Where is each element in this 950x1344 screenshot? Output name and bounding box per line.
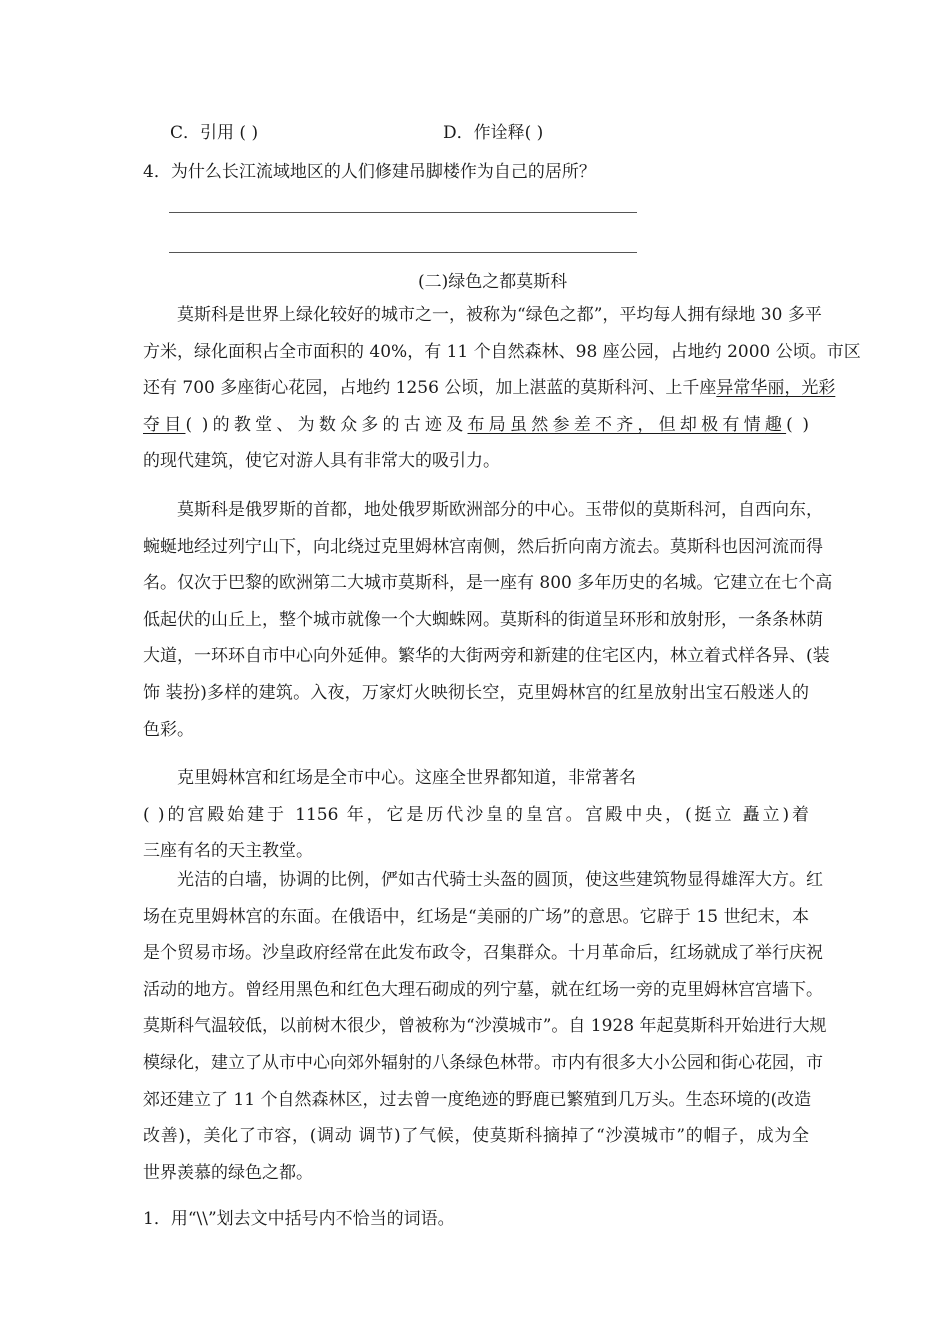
para4-line-4: 活动的地方。曾经用黑色和红色大理石砌成的列宁墓，就在红场一旁的克里姆林宫宫墙下。 [143,979,823,1000]
para3-line-2: ( )的宫殿始建于 1156 年，它是历代沙皇的皇宫。宫殿中央，(挺立 矗立)着 [143,804,809,825]
para3-line-1: 克里姆林宫和红场是全市中心。这座全世界都知道，非常著名 [177,768,636,788]
para1-line-4-blank: ( ) [786,414,810,435]
para1-line-3 [143,370,836,407]
para2-line-3: 名。仅次于巴黎的欧洲第二大城市莫斯科，是一座有 800 多年历史的名城。它建立在七个高 [143,573,833,594]
option-c: C．引用 ( ) [170,123,259,143]
para1-line-2: 方米，绿化面积占全市面积的 40%，有 11 个自然森林、98 座公园，占地约 2000 公顷。市区 [143,341,861,362]
para4-line-2: 场在克里姆林宫的东面。在俄语中，红场是“美丽的广场”的意思。它辟于 15 世纪末，本 [143,906,809,927]
para1-line-3-text: 还有 700 多座街心花园，占地约 1256 公顷，加上湛蓝的莫斯科河、上千座 [143,378,717,399]
para4-line-8: 改善)，美化了市容，(调动 调节)了气候，使莫斯科摘掉了“沙漠城市”的帽子，成为全 [143,1126,809,1147]
option-d: D．作诠释( ) [443,123,544,143]
para3-line-3: 三座有名的天主教堂。 [143,841,313,862]
para4-line-7: 郊还建立了 11 个自然森林区，过去曾一度绝迹的野鹿已繁殖到几万头。生态环境的(改造 [143,1089,812,1110]
para1-line-4 [143,407,809,444]
underlined-phrase-1b: 夺目 [143,414,186,435]
para4-line-6: 模绿化，建立了从市中心向郊外辐射的八条绿色林带。市内有很多大小公园和街心花园，市 [143,1052,823,1073]
underlined-phrase-2: 布局虽然参差不齐，但却极有情趣 [467,414,787,435]
question-1: 1．用“\\”划去文中括号内不恰当的词语。 [143,1209,455,1229]
answer-line-1 [169,212,637,213]
paragraph-1 [143,297,861,480]
para4-line-5: 莫斯科气温较低，以前树木很少，曾被称为“沙漠城市”。自 1928 年起莫斯科开始进行大规 [143,1016,827,1037]
para1-line-1: 莫斯科是世界上绿化较好的城市之一，被称为“绿色之都”，平均每人拥有绿地 30 多平 [177,305,822,325]
para1-line-5: 的现代建筑，使它对游人具有非常大的吸引力。 [143,451,500,472]
para4-line-3: 是个贸易市场。沙皇政府经常在此发布政令，召集群众。十月革命后，红场就成了举行庆祝 [143,943,823,964]
question-4: 4．为什么长江流域地区的人们修建吊脚楼作为自己的居所？ [143,162,596,182]
para4-line-1: 光洁的白墙，协调的比例，俨如古代骑士头盔的圆顶，使这些建筑物显得雄浑大方。红 [177,870,823,890]
answer-line-2 [169,252,637,253]
para2-line-2: 蜿蜒地经过列宁山下，向北绕过克里姆林宫南侧，然后折向南方流去。莫斯科也因河流而得 [143,536,823,557]
para4-line-9: 世界羡慕的绿色之都。 [143,1162,313,1183]
para2-line-6: 饰 装扮)多样的建筑。入夜，万家灯火映彻长空，克里姆林宫的红星放射出宝石般迷人的 [143,682,809,703]
paragraph-4 [143,862,827,1191]
para2-line-5: 大道，一环环自市中心向外延伸。繁华的大街两旁和新建的住宅区内，林立着式样各异、(装 [143,646,830,667]
para2-line-1: 莫斯科是俄罗斯的首都，地处俄罗斯欧洲部分的中心。玉带似的莫斯科河，自西向东， [177,500,823,520]
para1-line-4-text: ( )的教堂、为数众多的古迹及 [185,414,468,435]
section-title: (二)绿色之都莫斯科 [418,272,568,292]
paragraph-2 [143,492,833,748]
paragraph-3 [143,760,809,870]
para2-line-7: 色彩。 [143,719,194,740]
para2-line-4: 低起伏的山丘上，整个城市就像一个大蜘蛛网。莫斯科的街道呈环形和放射形，一条条林荫 [143,609,823,630]
underlined-phrase-1a: 异常华丽，光彩 [716,378,836,399]
